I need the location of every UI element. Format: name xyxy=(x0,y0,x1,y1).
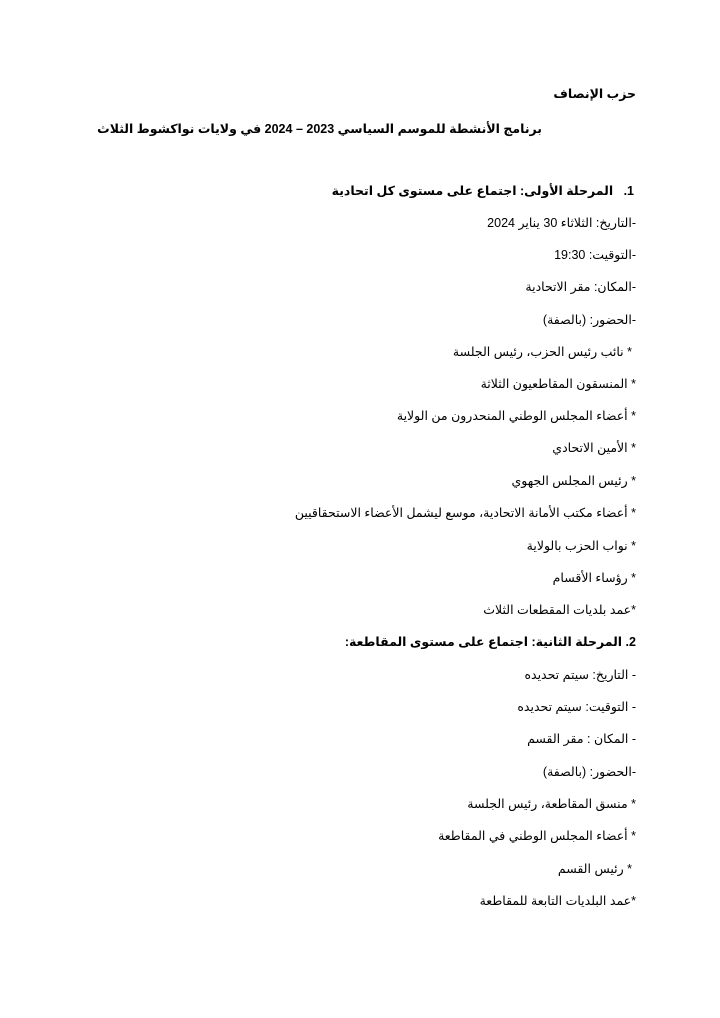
phase1-attendee: * رؤساء الأقسام xyxy=(552,571,636,585)
phase2-heading: 2. المرحلة الثانية: اجتماع على مستوى المقاطعة: xyxy=(344,635,636,649)
phase2-place: - المكان : مقر القسم xyxy=(527,732,636,746)
phase2-attendee: * رئيس القسم xyxy=(557,862,632,876)
phase1-attendee: *عمد بلديات المقطعات الثلاث xyxy=(483,603,636,617)
phase1-attendee: * المنسقون المقاطعيون الثلاثة xyxy=(480,377,636,391)
phase1-time: -التوقيت: 19:30 xyxy=(554,248,636,262)
phase2-attendee: * أعضاء المجلس الوطني في المقاطعة xyxy=(438,829,636,843)
phase1-attendee: * نواب الحزب بالولاية xyxy=(526,539,636,553)
phase1-place: -المكان: مقر الاتحادية xyxy=(525,280,636,294)
phase2-time: - التوقيت: سيتم تحديده xyxy=(517,700,636,714)
phase1-heading-text: المرحلة الأولى: اجتماع على مستوى كل اتحادية xyxy=(331,184,614,198)
program-title: برنامج الأنشطة للموسم السياسي 2023 – 2024 في ولايات نواكشوط الثلاث xyxy=(97,122,542,136)
phase2-attendee: * منسق المقاطعة، رئيس الجلسة xyxy=(467,797,636,811)
phase1-date: -التاريخ: الثلاثاء 30 يناير 2024 xyxy=(487,216,636,230)
phase2-date: - التاريخ: سيتم تحديده xyxy=(524,668,636,682)
phase1-attendance: -الحضور: (بالصفة) xyxy=(542,313,636,327)
phase1-attendee: * أعضاء المجلس الوطني المنحدرون من الولاية xyxy=(396,409,636,423)
phase1-attendee: * أعضاء مكتب الأمانة الاتحادية، موسع ليشمل الأعضاء الاستحقاقيين xyxy=(294,506,636,520)
party-name: حزب الإنصاف xyxy=(553,87,636,101)
phase2-attendee: *عمد البلديات التابعة للمقاطعة xyxy=(479,894,636,908)
phase1-number: 1. xyxy=(623,184,634,198)
phase1-attendee: * رئيس المجلس الجهوي xyxy=(511,474,636,488)
phase1-attendee: * الأمين الاتحادي xyxy=(552,441,636,455)
phase1-heading xyxy=(332,183,634,199)
phase2-attendance: -الحضور: (بالصفة) xyxy=(542,765,636,779)
phase1-attendee: * نائب رئيس الحزب، رئيس الجلسة xyxy=(452,345,632,359)
